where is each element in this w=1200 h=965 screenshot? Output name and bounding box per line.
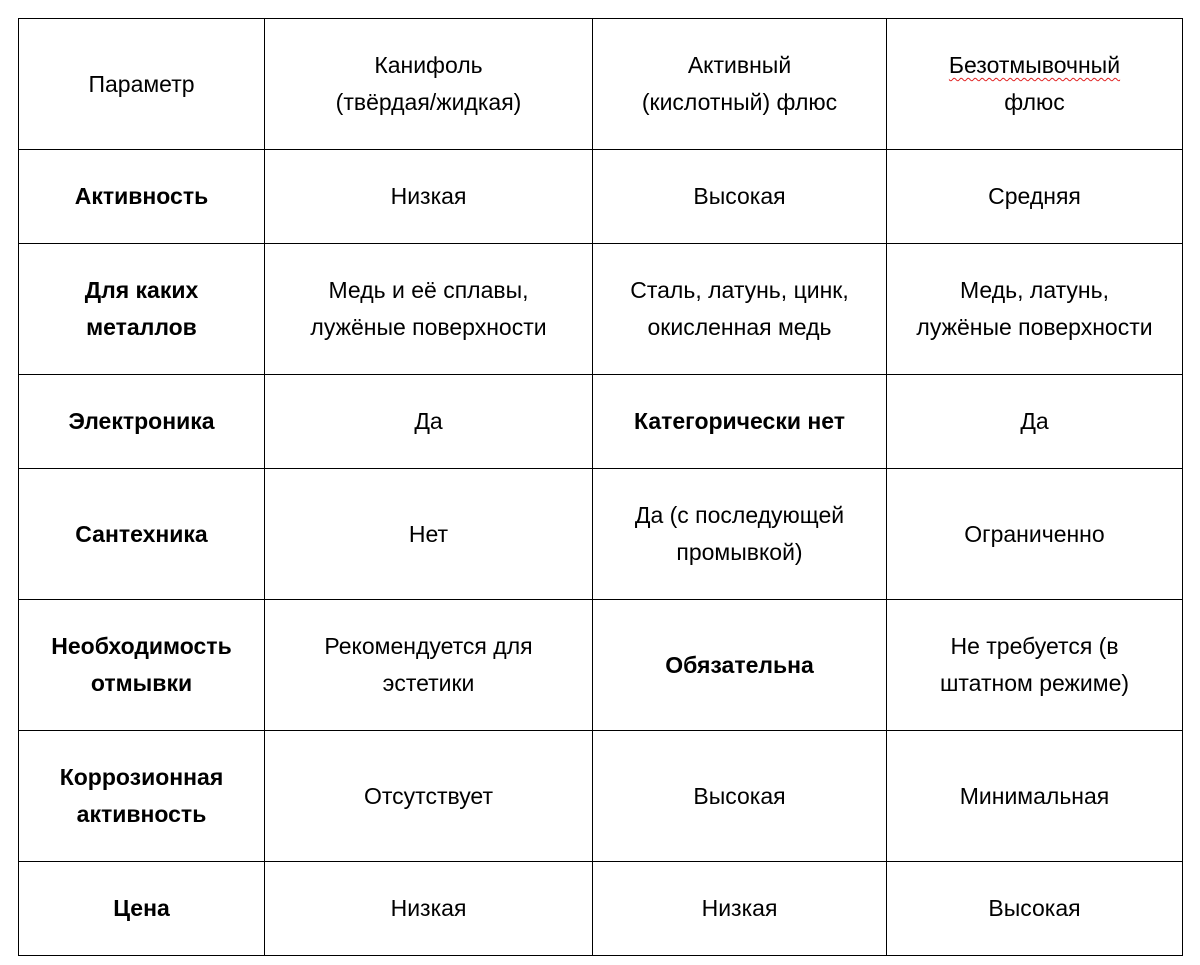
cell-text: отмывки	[90, 670, 193, 696]
row-param	[19, 862, 265, 956]
cell-text: Низкая	[701, 895, 778, 921]
header-param-text: Параметр	[88, 70, 195, 97]
cell-active	[593, 244, 887, 375]
cell-text: лужёные поверхности	[310, 314, 547, 340]
cell-noclean	[887, 375, 1183, 469]
header-noclean-line-1: Безотмывочный	[948, 52, 1121, 78]
cell-text: лужёные поверхности	[916, 314, 1153, 340]
table-row-electronics	[19, 375, 1183, 469]
table-row-activity	[19, 150, 1183, 244]
cell-text: Да	[414, 408, 443, 434]
row-param	[19, 150, 265, 244]
table-row-cleaning	[19, 600, 1183, 731]
cell-active	[593, 375, 887, 469]
table-row-corrosion	[19, 731, 1183, 862]
cell-text: металлов	[86, 314, 197, 340]
cell-text: Сантехника	[75, 520, 208, 547]
cell-noclean	[887, 244, 1183, 375]
cell-rosin	[265, 375, 593, 469]
cell-text: Активность	[74, 183, 209, 209]
cell-text: Необходимость	[51, 633, 232, 659]
cell-text: Высокая	[693, 782, 786, 809]
cell-noclean	[887, 600, 1183, 731]
table-row-price	[19, 862, 1183, 956]
cell-text: Нет	[408, 520, 449, 547]
cell-noclean	[887, 150, 1183, 244]
cell-text: Для каких	[84, 277, 199, 303]
cell-active	[593, 862, 887, 956]
cell-text: Рекомендуется для	[324, 633, 533, 659]
cell-text: Категорически нет	[634, 408, 845, 434]
cell-rosin	[265, 150, 593, 244]
cell-active	[593, 469, 887, 600]
cell-text: эстетики	[382, 670, 475, 696]
header-rosin-line-1: Канифоль	[374, 52, 483, 78]
cell-active	[593, 600, 887, 731]
cell-text: Обязательна	[665, 651, 814, 678]
cell-noclean	[887, 469, 1183, 600]
cell-text: Медь, латунь,	[960, 277, 1109, 303]
header-rosin	[265, 19, 593, 150]
cell-rosin	[265, 244, 593, 375]
header-active-line-1: Активный	[687, 52, 792, 78]
cell-text: Не требуется (в	[950, 633, 1119, 659]
cell-text: Ограниченно	[964, 520, 1105, 547]
cell-text: Коррозионная	[59, 764, 224, 790]
header-rosin-line-2: (твёрдая/жидкая)	[335, 89, 522, 115]
cell-text: Минимальная	[959, 782, 1110, 809]
header-active-line-2: (кислотный) флюс	[641, 89, 838, 115]
header-active	[593, 19, 887, 150]
cell-active	[593, 150, 887, 244]
flux-comparison-table	[18, 18, 1183, 956]
cell-text: Медь и её сплавы,	[328, 277, 529, 303]
row-param	[19, 375, 265, 469]
cell-noclean	[887, 731, 1183, 862]
cell-text: Да (с последующей	[634, 502, 845, 528]
row-param	[19, 469, 265, 600]
header-param	[19, 19, 265, 150]
cell-rosin	[265, 469, 593, 600]
cell-noclean	[887, 862, 1183, 956]
cell-text: промывкой)	[676, 539, 803, 565]
table-row-plumbing	[19, 469, 1183, 600]
header-noclean	[887, 19, 1183, 150]
cell-text: Средняя	[988, 183, 1081, 209]
table-header-row	[19, 19, 1183, 150]
row-param	[19, 600, 265, 731]
cell-text: Отсутствует	[364, 782, 493, 809]
cell-text: Высокая	[988, 895, 1081, 921]
cell-text: Высокая	[693, 183, 786, 209]
cell-text: Да	[1020, 408, 1049, 434]
table-row-metals	[19, 244, 1183, 375]
cell-text: окисленная медь	[647, 314, 832, 340]
row-param	[19, 244, 265, 375]
cell-text: Электроника	[68, 408, 215, 434]
cell-text: Цена	[113, 895, 170, 921]
cell-rosin	[265, 600, 593, 731]
header-noclean-line-2: флюс	[1004, 89, 1065, 115]
cell-text: Низкая	[390, 895, 467, 921]
cell-rosin	[265, 862, 593, 956]
cell-text: штатном режиме)	[939, 670, 1130, 696]
row-param	[19, 731, 265, 862]
cell-active	[593, 731, 887, 862]
cell-text: Низкая	[390, 183, 467, 209]
cell-text: активность	[76, 801, 207, 827]
cell-text: Сталь, латунь, цинк,	[630, 277, 849, 303]
cell-rosin	[265, 731, 593, 862]
